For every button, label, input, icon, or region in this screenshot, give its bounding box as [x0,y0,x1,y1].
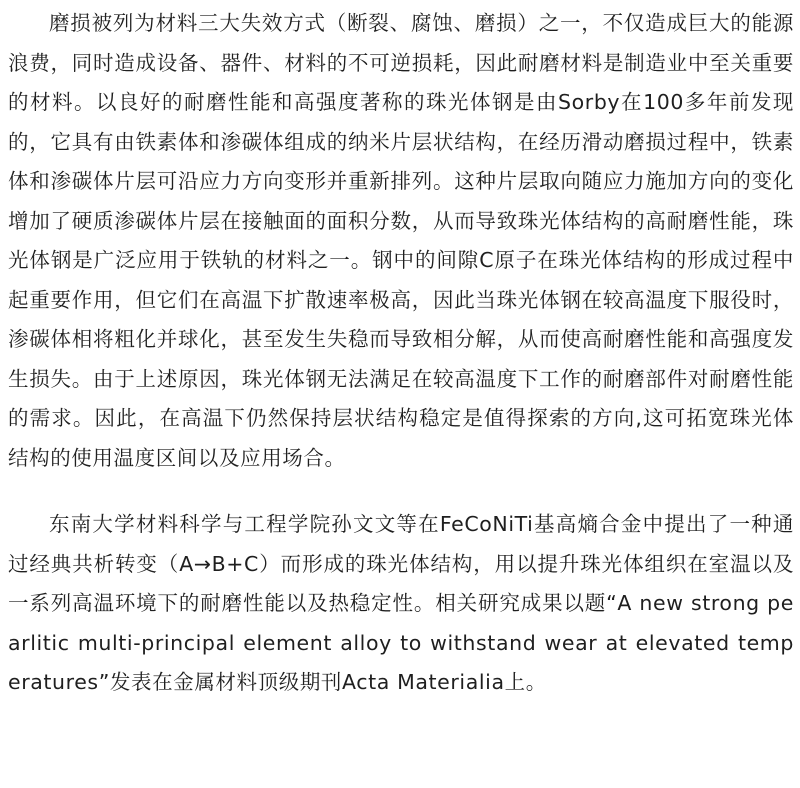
paragraph-research-summary: 东南大学材料科学与工程学院孙文文等在FeCoNiTi基高熵合金中提出了一种通过经典共析转变（A→B+C）而形成的珠光体结构，用以提升珠光体组织在室温以及一系列高温环境下的耐磨性能以及热稳定性。相关研究成果以题“A new strong pearlitic multi-principal element alloy to withstand wear at elevated temperatures”发表在金属材料顶级期刊Acta Materialia上。 [8,512,794,694]
paragraph-background: 磨损被列为材料三大失效方式（断裂、腐蚀、磨损）之一，不仅造成巨大的能源浪费，同时造成设备、器件、材料的不可逆损耗，因此耐磨材料是制造业中至关重要的材料。以良好的耐磨性能和高强度著称的珠光体钢是由Sorby在100多年前发现的，它具有由铁素体和渗碳体组成的纳米片层状结构，在经历滑动磨损过程中，铁素体和渗碳体片层可沿应力方向变形并重新排列。这种片层取向随应力施加方向的变化增加了硬质渗碳体片层在接触面的面积分数，从而导致珠光体结构的高耐磨性能，珠光体钢是广泛应用于铁轨的材料之一。钢中的间隙C原子在珠光体结构的形成过程中起重要作用，但它们在高温下扩散速率极高，因此当珠光体钢在较高温度下服役时，渗碳体相将粗化并球化，甚至发生失稳而导致相分解，从而使高耐磨性能和高强度发生损失。由于上述原因，珠光体钢无法满足在较高温度下工作的耐磨部件对耐磨性能的需求。因此，在高温下仍然保持层状结构稳定是值得探索的方向,这可拓宽珠光体结构的使用温度区间以及应用场合。 [8,11,794,470]
article-body [8,4,794,703]
